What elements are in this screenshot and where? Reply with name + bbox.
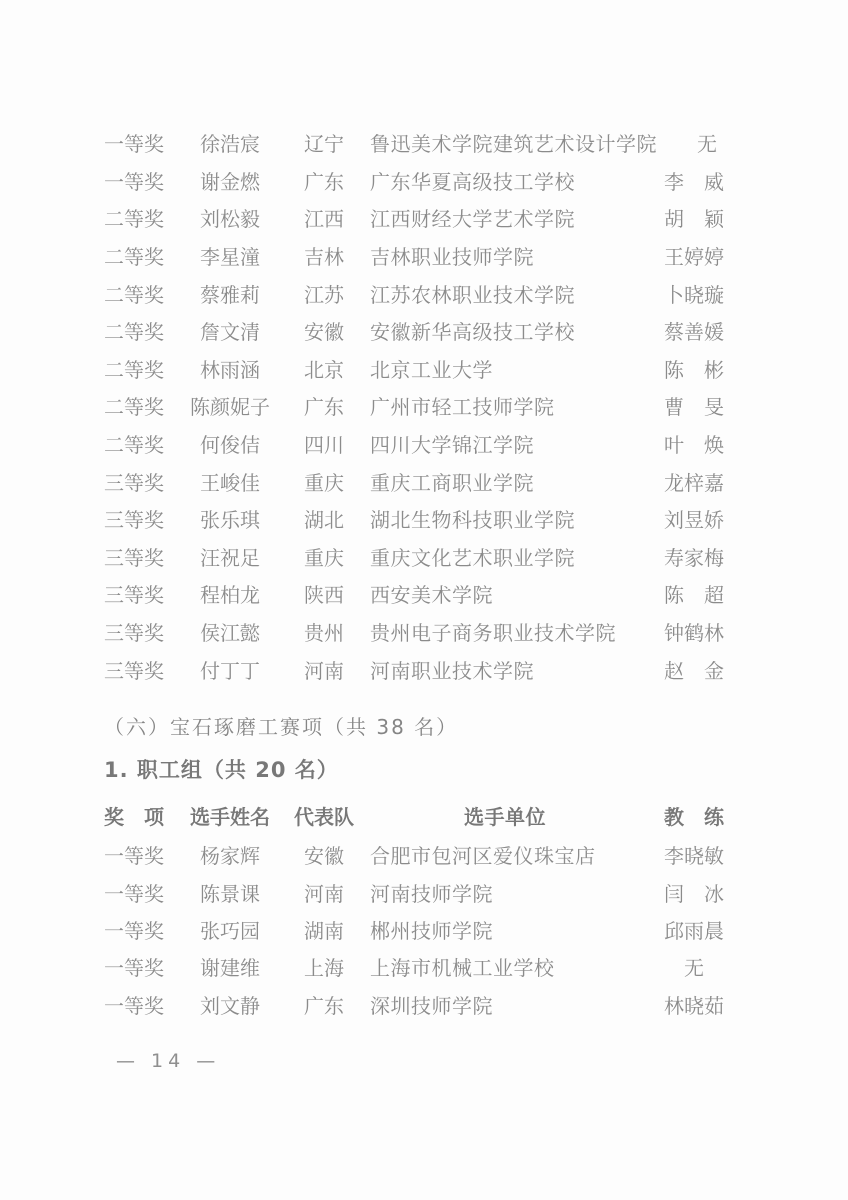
- coach-name: 陈 彬: [664, 357, 724, 382]
- worker-group-rows: [104, 836, 744, 1023]
- team-name: 江苏: [304, 282, 344, 307]
- contestant-name: 陈颜妮子: [190, 395, 270, 420]
- team-name: 四川: [304, 433, 344, 458]
- team-name: 重庆: [304, 470, 344, 495]
- contestant-name: 陈景课: [200, 881, 260, 906]
- team-name: 广东: [304, 395, 344, 420]
- award-level: 二等奖: [104, 282, 164, 307]
- coach-name: 寿家梅: [664, 545, 724, 570]
- team-name: 陕西: [304, 583, 344, 608]
- contestant-name: 程柏龙: [200, 583, 260, 608]
- award-row: [104, 462, 744, 500]
- contestant-name: 刘松毅: [200, 207, 260, 232]
- header-contestant-name: 选手姓名: [190, 804, 270, 829]
- team-name: 安徽: [304, 844, 344, 869]
- team-name: 广东: [304, 993, 344, 1018]
- contestant-unit: 广东华夏高级技工学校: [370, 169, 575, 194]
- contestant-unit: 广州市轻工技师学院: [370, 395, 555, 420]
- coach-name: 无: [684, 956, 704, 981]
- award-level: 一等奖: [104, 918, 164, 943]
- award-row: [104, 199, 744, 237]
- award-level: 二等奖: [104, 245, 164, 270]
- award-level: 一等奖: [104, 132, 164, 157]
- award-level: 一等奖: [104, 169, 164, 194]
- award-row: [104, 350, 744, 388]
- worker-group-table: [104, 794, 744, 1023]
- award-row: [104, 538, 744, 576]
- contestant-name: 张乐琪: [200, 508, 260, 533]
- contestant-unit: 西安美术学院: [370, 583, 493, 608]
- award-row: [104, 948, 744, 985]
- award-row: [104, 274, 744, 312]
- contestant-unit: 江苏农林职业技术学院: [370, 282, 575, 307]
- contestant-name: 蔡雅莉: [200, 282, 260, 307]
- contestant-unit: 江西财经大学艺术学院: [370, 207, 575, 232]
- award-level: 二等奖: [104, 320, 164, 345]
- award-row: [104, 387, 744, 425]
- contestant-name: 徐浩宸: [200, 132, 260, 157]
- subsection-heading: 1. 职工组（共 20 名）: [104, 758, 339, 782]
- award-level: 三等奖: [104, 621, 164, 646]
- coach-name: 陈 超: [664, 583, 724, 608]
- contestant-name: 付丁丁: [200, 658, 260, 683]
- team-name: 北京: [304, 357, 344, 382]
- award-level: 二等奖: [104, 207, 164, 232]
- award-row: [104, 650, 744, 688]
- coach-name: 叶 焕: [664, 433, 724, 458]
- team-name: 湖北: [304, 508, 344, 533]
- coach-name: 胡 颖: [664, 207, 724, 232]
- award-level: 二等奖: [104, 395, 164, 420]
- contestant-name: 詹文清: [200, 320, 260, 345]
- page-number: — 14 —: [116, 1050, 221, 1072]
- coach-name: 龙梓嘉: [664, 470, 724, 495]
- header-unit: 选手单位: [464, 804, 546, 829]
- contestant-unit: 湖北生物科技职业学院: [370, 508, 575, 533]
- award-row: [104, 986, 744, 1023]
- award-level: 三等奖: [104, 658, 164, 683]
- contestant-unit: 上海市机械工业学校: [370, 956, 555, 981]
- award-row: [104, 124, 744, 162]
- team-name: 河南: [304, 658, 344, 683]
- contestant-unit: 北京工业大学: [370, 357, 493, 382]
- header-team: 代表队: [294, 804, 354, 829]
- contestant-name: 张巧园: [200, 918, 260, 943]
- coach-name: 王婷婷: [664, 245, 724, 270]
- award-row: [104, 237, 744, 275]
- contestant-name: 谢建维: [200, 956, 260, 981]
- contestant-unit: 吉林职业技师学院: [370, 245, 534, 270]
- team-name: 贵州: [304, 621, 344, 646]
- contestant-name: 林雨涵: [200, 357, 260, 382]
- contestant-name: 何俊佶: [200, 433, 260, 458]
- contestant-unit: 重庆文化艺术职业学院: [370, 545, 575, 570]
- award-row: [104, 500, 744, 538]
- contestant-name: 李星潼: [200, 245, 260, 270]
- contestant-name: 刘文静: [200, 993, 260, 1018]
- coach-name: 无: [697, 132, 717, 157]
- contestant-unit: 重庆工商职业学院: [370, 470, 534, 495]
- contestant-unit: 鲁迅美术学院建筑艺术设计学院: [370, 132, 657, 157]
- award-row: [104, 873, 744, 910]
- header-coach: 教 练: [664, 804, 724, 829]
- award-row: [104, 836, 744, 873]
- contestant-unit: 安徽新华高级技工学校: [370, 320, 575, 345]
- coach-name: 曹 旻: [664, 395, 724, 420]
- coach-name: 钟鹤林: [664, 621, 724, 646]
- team-name: 重庆: [304, 545, 344, 570]
- award-level: 一等奖: [104, 844, 164, 869]
- award-row: [104, 312, 744, 350]
- award-row: [104, 162, 744, 200]
- contestant-name: 侯江懿: [200, 621, 260, 646]
- team-name: 上海: [304, 956, 344, 981]
- contestant-unit: 河南职业技术学院: [370, 658, 534, 683]
- team-name: 湖南: [304, 918, 344, 943]
- award-row: [104, 613, 744, 651]
- contestant-unit: 河南技师学院: [370, 881, 493, 906]
- team-name: 江西: [304, 207, 344, 232]
- coach-name: 李 威: [664, 169, 724, 194]
- contestant-name: 杨家辉: [200, 844, 260, 869]
- coach-name: 赵 金: [664, 658, 724, 683]
- award-level: 一等奖: [104, 881, 164, 906]
- award-level: 三等奖: [104, 583, 164, 608]
- award-level: 三等奖: [104, 470, 164, 495]
- contestant-unit: 郴州技师学院: [370, 918, 493, 943]
- contestant-name: 谢金燃: [200, 169, 260, 194]
- coach-name: 闫 冰: [664, 881, 724, 906]
- contestant-unit: 深圳技师学院: [370, 993, 493, 1018]
- team-name: 辽宁: [304, 132, 344, 157]
- team-name: 吉林: [304, 245, 344, 270]
- header-award: 奖 项: [104, 804, 164, 829]
- award-level: 一等奖: [104, 993, 164, 1018]
- coach-name: 卜晓璇: [664, 282, 724, 307]
- coach-name: 蔡善媛: [664, 320, 724, 345]
- section-heading: （六）宝石琢磨工赛项（共 38 名）: [104, 715, 459, 739]
- coach-name: 林晓茹: [664, 993, 724, 1018]
- team-name: 安徽: [304, 320, 344, 345]
- award-row: [104, 911, 744, 948]
- contestant-name: 汪祝足: [200, 545, 260, 570]
- coach-name: 刘昱娇: [664, 508, 724, 533]
- award-row: [104, 425, 744, 463]
- awards-table-continued: [104, 124, 744, 688]
- coach-name: 邱雨晨: [664, 918, 724, 943]
- contestant-unit: 贵州电子商务职业技术学院: [370, 621, 616, 646]
- award-level: 二等奖: [104, 433, 164, 458]
- contestant-unit: 四川大学锦江学院: [370, 433, 534, 458]
- contestant-name: 王峻佳: [200, 470, 260, 495]
- award-level: 一等奖: [104, 956, 164, 981]
- award-level: 三等奖: [104, 545, 164, 570]
- team-name: 广东: [304, 169, 344, 194]
- contestant-unit: 合肥市包河区爱仪珠宝店: [370, 844, 596, 869]
- award-level: 二等奖: [104, 357, 164, 382]
- award-level: 三等奖: [104, 508, 164, 533]
- team-name: 河南: [304, 881, 344, 906]
- coach-name: 李晓敏: [664, 844, 724, 869]
- award-row: [104, 575, 744, 613]
- table-header-row: [104, 794, 744, 836]
